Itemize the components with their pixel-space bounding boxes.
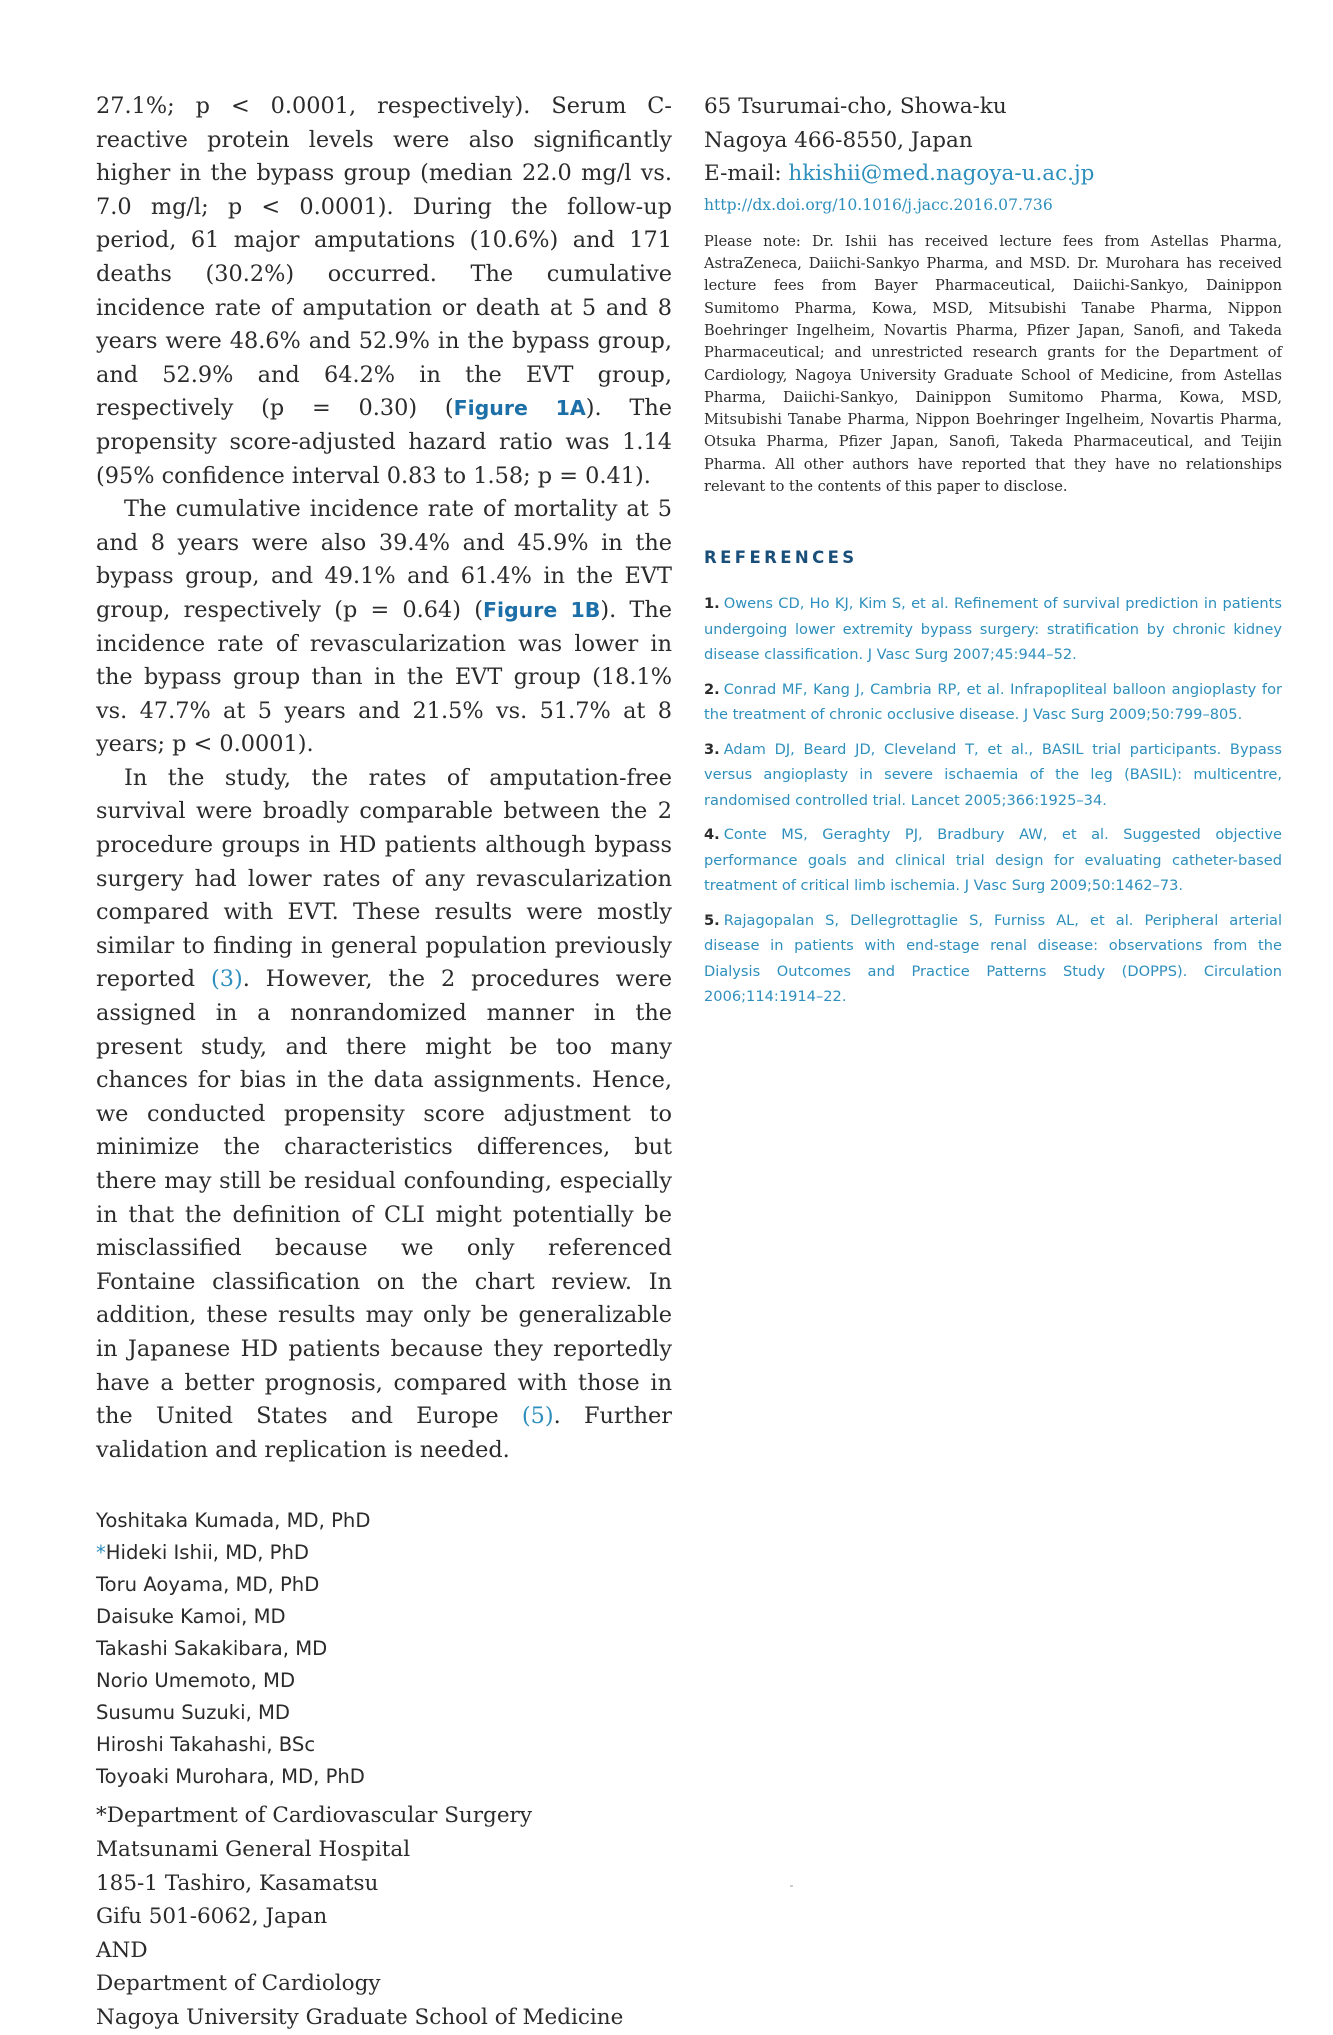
reference-text: Conte MS, Geraghty PJ, Bradbury AW, et al. Suggested objective performance goals and clinical trial design for evaluating catheter-based treatment of critical limb ischemia. J Vasc Surg 2009;50:1462–73. — [704, 826, 1282, 895]
reference-number: 5. — [704, 911, 720, 929]
disclosure-note: Please note: Dr. Ishii has received lecture fees from Astellas Pharma, AstraZeneca, Daiichi-Sankyo Pharma, and MSD. Dr. Murohara has received lecture fees from Bayer Pharmaceutical, Daiichi-Sankyo, Dainippon Sumitomo Pharma, Kowa, MSD, Mitsubishi Tanabe Pharma, Nippon Boehringer Ingelheim, Novartis Pharma, Pfizer Japan, Sanofi, and Takeda Pharmaceutical; and unrestricted research grants for the Department of Cardiology, Nagoya University Graduate School of Medicine, from Astellas Pharma, Daiichi-Sankyo, Dainippon Sumitomo Pharma, Kowa, MSD, Mitsubishi Tanabe Pharma, Nippon Boehringer Ingelheim, Novartis Pharma, Otsuka Pharma, Pfizer Japan, Sanofi, Takeda Pharmaceutical, and Teijin Pharma. All other authors have reported that they have no relationships relevant to the contents of this paper to disclose. — [704, 232, 1282, 496]
author-name: Hiroshi Takahashi, BSc — [96, 1733, 316, 1757]
contact-block — [704, 90, 1282, 191]
author-list — [96, 1505, 672, 1793]
address-line: Nagoya 466-8550, Japan — [704, 127, 973, 153]
reference-item[interactable] — [704, 737, 1282, 814]
p2-text-after: ). The incidence rate of revascularization was lower in the bypass group than in the EVT group (18.1% vs. 47.7% at 5 years and 21.5% vs. 51.7% at 8 years; p < 0.0001). — [96, 596, 673, 758]
author-name: Toru Aoyama, MD, PhD — [96, 1573, 320, 1597]
author-name: Hideki Ishii, MD, PhD — [105, 1541, 310, 1565]
affiliation-line: Matsunami General Hospital — [96, 1836, 411, 1862]
p1-text-after: ). The propensity score-adjusted hazard ratio was 1.14 (95% confidence interval 0.83 to 1.58; p = 0.41). — [96, 395, 673, 489]
email-line — [704, 157, 1282, 191]
reference-item[interactable] — [704, 591, 1282, 668]
reference-text: Adam DJ, Beard JD, Cleveland T, et al., BASIL trial participants. Bypass versus angioplasty in severe ischaemia of the leg (BASIL): multicentre, randomised controlled trial. Lancet 2005;366:1925–34. — [704, 740, 1282, 809]
email-link[interactable]: hkishii@med.nagoya-u.ac.jp — [788, 161, 1095, 187]
figure-1b-link[interactable]: Figure 1B — [482, 597, 601, 622]
author-name: Toyoaki Murohara, MD, PhD — [96, 1765, 365, 1789]
author-name: Norio Umemoto, MD — [96, 1669, 296, 1693]
corresponding-author-marker[interactable]: * — [96, 1541, 106, 1565]
affiliation-line: Gifu 501-6062, Japan — [96, 1904, 328, 1930]
author-name: Susumu Suzuki, MD — [96, 1701, 291, 1725]
affiliation-block — [96, 1799, 672, 2034]
figure-1a-link[interactable]: Figure 1A — [453, 396, 586, 421]
scan-dot — [790, 1885, 793, 1887]
references-heading: REFERENCES — [704, 548, 858, 568]
author-name: Takashi Sakakibara, MD — [96, 1637, 328, 1661]
reference-number: 4. — [704, 826, 720, 844]
p3-text-after: . Further validation and replication is needed. — [96, 1403, 672, 1463]
citation-5-link[interactable]: (5) — [521, 1403, 554, 1430]
address-line: 65 Tsurumai-cho, Showa-ku — [704, 94, 1007, 119]
p3-text-middle: . However, the 2 procedures were assigned in a nonrandomized manner in the present study, and there might be too many chances for bias in the data assignments. Hence, we conducted propensity score adjustment to minimize the characteristics differences, but there may still be residual confounding, especially in that the definition of CLI might potentially be misclassified because we only referenced Fontaine classification on the chart review. In addition, these results may only be generalizable in Japanese HD patients because they reportedly have a better prognosis, compared with those in the United States and Europe — [96, 966, 672, 1430]
doi-link[interactable]: http://dx.doi.org/10.1016/j.jacc.2016.07.736 — [704, 195, 1053, 214]
affiliation-line: AND — [96, 1937, 148, 1963]
reference-number: 3. — [704, 740, 720, 758]
author-name: Yoshitaka Kumada, MD, PhD — [96, 1509, 371, 1533]
citation-3-link[interactable]: (3) — [211, 966, 243, 993]
affiliation-line: Department of Cardiology — [96, 1971, 381, 1997]
author-name-corresponding — [96, 1537, 672, 1569]
p2-text-before: The cumulative incidence rate of mortality at 5 and 8 years were also 39.4% and 45.9% in the bypass group, and 49.1% and 61.4% in the EVT group, respectively (p = 0.64) ( — [96, 496, 672, 623]
affiliation-line: 185-1 Tashiro, Kasamatsu — [96, 1870, 379, 1896]
p1-text-before: 27.1%; p < 0.0001, respectively). Serum C-reactive protein levels were also significantly higher in the bypass group (median 22.0 mg/l vs. 7.0 mg/l; p < 0.0001). During the follow-up period, 61 major amputations (10.6%) and 171 deaths (30.2%) occurred. The cumulative incidence rate of amputation or death at 5 and 8 years were 48.6% and 52.9% in the bypass group, and 52.9% and 64.2% in the EVT group, respectively (p = 0.30) ( — [96, 93, 672, 422]
author-name: Daisuke Kamoi, MD — [96, 1605, 286, 1629]
affiliation-line: *Department of Cardiovascular Surgery — [96, 1803, 532, 1829]
reference-number: 2. — [704, 680, 720, 698]
p3-text-before: In the study, the rates of amputation-free survival were broadly comparable between the 2 procedure groups in HD patients although bypass surgery had lower rates of any revascularization compared with EVT. These results were mostly similar to finding in general population previously reported — [96, 764, 672, 993]
reference-text: Conrad MF, Kang J, Cambria RP, et al. Infrapopliteal balloon angioplasty for the treatment of chronic occlusive disease. J Vasc Surg 2009;50:799–805. — [704, 680, 1282, 724]
reference-item[interactable] — [704, 677, 1282, 728]
right-column — [704, 90, 1282, 1019]
body-paragraph-1 — [96, 90, 672, 493]
email-label: E-mail: — [704, 161, 789, 187]
body-paragraph-2 — [96, 493, 672, 762]
reference-item[interactable] — [704, 822, 1282, 899]
body-paragraph-3 — [96, 762, 672, 1467]
affiliation-line: Nagoya University Graduate School of Medicine — [96, 2004, 624, 2030]
reference-text: Owens CD, Ho KJ, Kim S, et al. Refinement of survival prediction in patients undergoing lower extremity bypass surgery: stratification by chronic kidney disease classification. J Vasc Surg 2007;45:944–52. — [704, 595, 1282, 664]
left-column — [96, 90, 672, 2035]
reference-item[interactable] — [704, 908, 1282, 1010]
reference-number: 1. — [704, 595, 720, 613]
reference-text: Rajagopalan S, Dellegrottaglie S, Furniss AL, et al. Peripheral arterial disease in patients with end-stage renal disease: observations from the Dialysis Outcomes and Practice Patterns Study (DOPPS). Circulation 2006;114:1914–22. — [704, 911, 1282, 1006]
references-list — [704, 591, 1282, 1010]
